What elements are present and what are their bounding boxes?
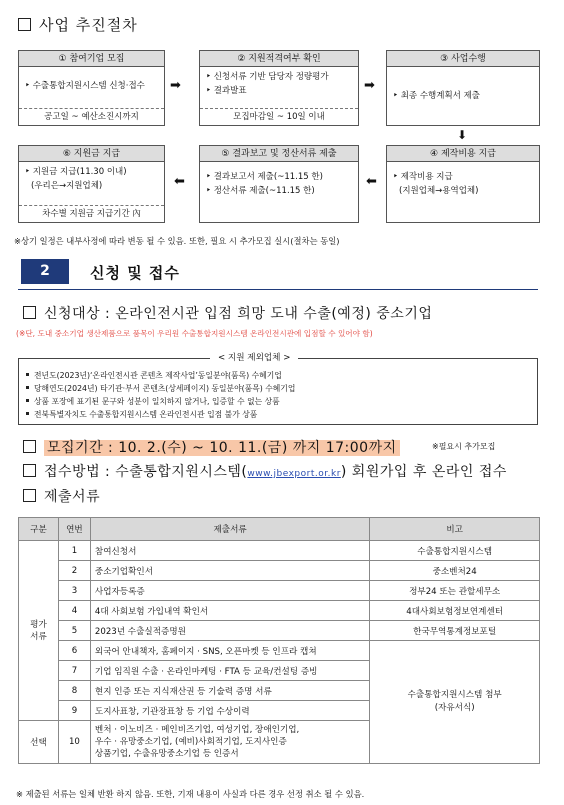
table-row: 5 2023년 수출실적증명원 한국무역통계정보포털 xyxy=(19,621,540,641)
method-line: 접수방법 : 수출통합지원시스템(www.jbexport.or.kr) 회원가입 후 온라인 접수 xyxy=(23,461,507,481)
table-row: 7 기업 임직원 수출 · 온라인마케팅 · FTA 등 교육/컨설팅 증빙 xyxy=(19,661,540,681)
triangle-bullet-icon: ‣ xyxy=(206,86,214,96)
table-row: 3 사업자등록증 정부24 또는 관할세무소 xyxy=(19,581,540,601)
step-header: ③ 사업수행 xyxy=(387,51,539,67)
triangle-bullet-icon: ‣ xyxy=(206,186,214,196)
target-line: 신청대상 : 온라인전시관 입점 희망 도내 수출(예정) 중소기업 xyxy=(23,303,432,323)
section1-title: 사업 추진절차 xyxy=(18,14,138,35)
step-header: ② 지원적격여부 확인 xyxy=(200,51,358,67)
group-cell: 선택 xyxy=(19,721,59,764)
list-item: 전년도(2023년)‘온라인전시관 콘텐츠 제작사업’동일분야(품목) 수혜기업 xyxy=(26,369,295,382)
triangle-bullet-icon: ‣ xyxy=(206,72,214,82)
documents-table xyxy=(18,517,540,764)
list-item: 전북특별자치도 수출통합지원시스템 온라인전시관 입점 불가 상품 xyxy=(26,408,295,421)
step-4: ④ 제작비용 지급 ‣ 제작비용 지급 (지원업체→용역업체) xyxy=(386,145,540,223)
triangle-bullet-icon: ‣ xyxy=(393,172,401,182)
checkbox-icon xyxy=(23,440,36,453)
checkbox-icon xyxy=(23,464,36,477)
exclusions-list xyxy=(26,369,295,421)
arrow-left-icon: ⬅ xyxy=(366,174,377,189)
triangle-bullet-icon: ‣ xyxy=(25,167,33,177)
schedule-note: ※상기 일정은 내부사정에 따라 변동 될 수 있음. 또한, 필요 시 추가모집 실시(절차는 동일) xyxy=(14,236,340,246)
step-header: ⑤ 결과보고 및 정산서류 제출 xyxy=(200,146,358,162)
arrow-right-icon: ➡ xyxy=(364,78,375,93)
table-header: 비고 xyxy=(370,518,540,541)
list-item: 상품 포장에 표기된 문구와 성분이 일치하지 않거나, 입증할 수 없는 상품 xyxy=(26,395,295,408)
table-header: 연번 xyxy=(58,518,90,541)
table-row: 8 현지 인증 또는 지식재산권 등 기술력 증명 서류 xyxy=(19,681,540,701)
merged-note-cell: 수출통합지원시스템 첨부 (자유서식) xyxy=(370,641,540,764)
table-row: 6 외국어 안내책자, 홈페이지 · SNS, 오픈마켓 등 인프라 캡쳐 수출통합지원시스템 첨부 (자유서식) xyxy=(19,641,540,661)
step-3: ③ 사업수행 ‣ 최종 수행계획서 제출 xyxy=(386,50,540,126)
period-line: 모집기간 : 10. 2.(수) ~ 10. 11.(금) 까지 17:00까지 xyxy=(23,437,400,457)
docs-title: 제출서류 xyxy=(23,486,100,506)
step-header: ⑥ 지원금 지급 xyxy=(19,146,164,162)
checkbox-icon xyxy=(23,489,36,502)
table-row: 4 4대 사회보험 가입내역 확인서 4대사회보험정보연계센터 xyxy=(19,601,540,621)
jbexport-link[interactable]: www.jbexport.or.kr xyxy=(247,469,341,479)
checkbox-icon xyxy=(18,18,31,31)
exclusions-title: < 지원 제외업체 > xyxy=(210,351,298,363)
table-header: 제출서류 xyxy=(90,518,369,541)
step-5: ⑤ 결과보고 및 정산서류 제출 ‣ 결과보고서 제출(~11.15 한) ‣ 정산서류 제출(~11.15 한) xyxy=(199,145,359,223)
target-note: (※단, 도내 중소기업 생산제품으로 품목이 우리원 수출통합지원시스템 온라인전시관에 입점할 수 있어야 함) xyxy=(16,329,373,338)
list-item: 당해연도(2024년) 타기관·부서 콘텐츠(상세페이지) 동일분야(품목) 수혜기업 xyxy=(26,382,295,395)
table-header: 구분 xyxy=(19,518,59,541)
arrow-down-icon: ⬇ xyxy=(457,128,468,142)
step-6: ⑥ 지원금 지급 ‣ 지원금 지급(11.30 이내) (우리은→지원업체) 차수별 지원금 지급기간 內 xyxy=(18,145,165,223)
divider xyxy=(18,289,538,290)
table-row: 9 도지사표창, 기관장표창 등 기업 수상이력 xyxy=(19,701,540,721)
checkbox-icon xyxy=(23,306,36,319)
section2-title: 신청 및 접수 xyxy=(90,264,180,282)
table-row: 선택 10 벤처 · 이노비즈 · 메인비즈기업, 여성기업, 장애인기업, 우수 · 유망중소기업, (예비)사회적기업, 도지사인증 상품기업, 수출유망중소기업 등 인증서 xyxy=(19,721,540,764)
step-footer: 모집마감일 ~ 10일 이내 xyxy=(200,108,358,125)
step-header: ① 참여기업 모집 xyxy=(19,51,164,67)
triangle-bullet-icon: ‣ xyxy=(393,91,401,101)
table-row: 2 중소기업확인서 중소벤처24 xyxy=(19,561,540,581)
triangle-bullet-icon: ‣ xyxy=(206,172,214,182)
arrow-left-icon: ⬅ xyxy=(174,174,185,189)
step-1: ① 참여기업 모집 ‣ 수출통합지원시스템 신청·접수 공고일 ~ 예산소진시까지 xyxy=(18,50,165,126)
footer-note: ※ 제출된 서류는 일체 반환 하지 않음. 또한, 기재 내용이 사실과 다른 경우 선정 취소 될 수 있음. xyxy=(16,789,365,799)
period-note: ※필요시 추가모집 xyxy=(432,442,496,451)
arrow-right-icon: ➡ xyxy=(170,78,181,93)
group-cell: 평가 서류 xyxy=(19,541,59,721)
step-footer: 공고일 ~ 예산소진시까지 xyxy=(19,108,164,125)
triangle-bullet-icon: ‣ xyxy=(25,81,33,91)
section2-number: 2 xyxy=(21,259,69,284)
step-2: ② 지원적격여부 확인 ‣ 신청서류 기반 담당자 정량평가 ‣ 결과발표 모집마감일 ~ 10일 이내 xyxy=(199,50,359,126)
table-row: 평가 서류 1 참여신청서 수출통합지원시스템 xyxy=(19,541,540,561)
step-footer: 차수별 지원금 지급기간 內 xyxy=(19,205,164,222)
step-header: ④ 제작비용 지급 xyxy=(387,146,539,162)
